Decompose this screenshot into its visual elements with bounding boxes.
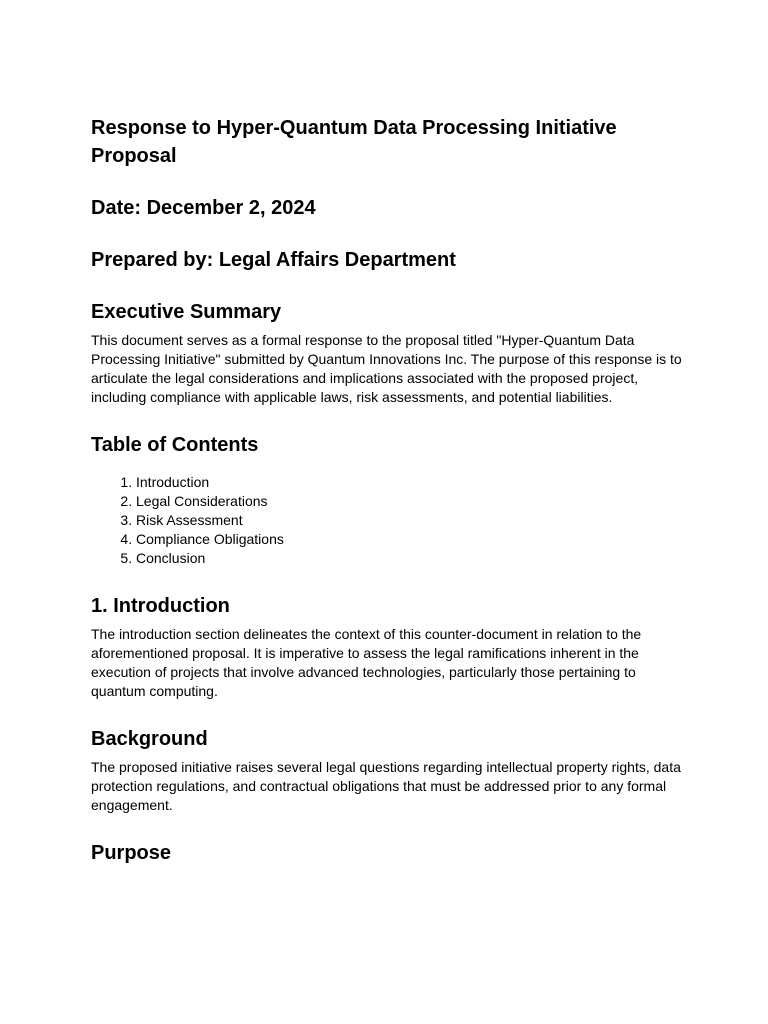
table-of-contents-list <box>91 473 691 568</box>
toc-item: 2. Legal Considerations <box>136 492 691 511</box>
document-page <box>91 114 691 891</box>
document-prepared-by: Prepared by: Legal Affairs Department <box>91 249 456 271</box>
document-date: Date: December 2, 2024 <box>91 197 316 219</box>
toc-item: 5. Conclusion <box>136 549 691 568</box>
introduction-body: The introduction section delineates the context of this counter-document in relation to the aforementioned proposal. It is imperative to assess the legal ramifications inherent in the execution of projects that involve advanced technologies, particularly those pertaining to quantum computing. <box>91 626 642 699</box>
background-section <box>91 725 691 815</box>
document-title: Response to Hyper-Quantum Data Processing Initiative Proposal <box>91 117 617 167</box>
executive-summary-body: This document serves as a formal response to the proposal titled "Hyper-Quantum Data Processing Initiative" submitted by Quantum Innovations Inc. The purpose of this response is to articulate the legal considerations and implications associated with the proposed project, including compliance with applicable laws, risk assessments, and potential liabilities. <box>91 332 682 405</box>
background-heading: Background <box>91 728 208 750</box>
purpose-section <box>91 839 691 867</box>
background-body: The proposed initiative raises several legal questions regarding intellectual property rights, data protection regulations, and contractual obligations that must be addressed prior to any formal engagement. <box>91 759 681 813</box>
purpose-heading: Purpose <box>91 842 172 864</box>
introduction-heading: 1. Introduction <box>91 595 230 617</box>
executive-summary-section <box>91 298 691 407</box>
executive-summary-heading: Executive Summary <box>91 301 282 323</box>
introduction-section <box>91 592 691 701</box>
toc-item: 3. Risk Assessment <box>136 511 691 530</box>
table-of-contents-section <box>91 431 691 568</box>
toc-item: 4. Compliance Obligations <box>136 530 691 549</box>
table-of-contents-heading: Table of Contents <box>91 434 259 456</box>
toc-item: 1. Introduction <box>136 473 691 492</box>
